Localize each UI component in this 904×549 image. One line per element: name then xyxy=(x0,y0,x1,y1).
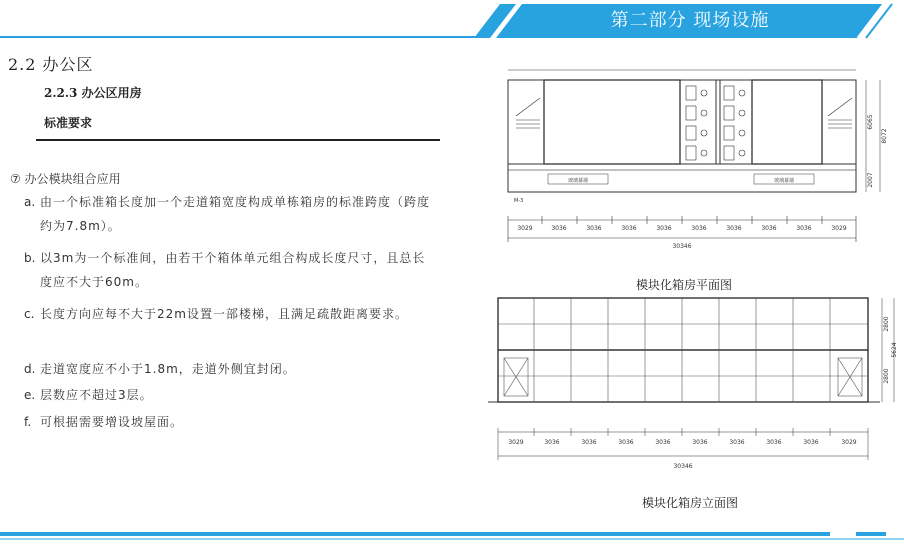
elevation-drawing xyxy=(488,292,898,478)
dim-total: 30346 xyxy=(672,243,692,250)
elevation-caption: 模块化箱房立面图 xyxy=(642,496,739,510)
dim-total: 30346 xyxy=(673,463,693,470)
dim-label: 3036 xyxy=(618,439,634,446)
dim-total: 8072 xyxy=(881,128,888,144)
list-item xyxy=(24,246,444,294)
list-text: 走道宽度应不小于1.8m，走道外侧宜封闭。 xyxy=(40,362,296,376)
list-marker: d. xyxy=(24,362,36,376)
dim-label: 3036 xyxy=(692,439,708,446)
list-item xyxy=(24,410,444,434)
header-title: 第二部分 现场设施 xyxy=(610,10,770,31)
list-item xyxy=(24,383,444,407)
dim-label: 3036 xyxy=(544,439,560,446)
dim-label: 3036 xyxy=(656,225,672,232)
dim-label: 3036 xyxy=(655,439,671,446)
divider xyxy=(36,139,440,141)
dim-label: 2800 xyxy=(883,316,890,332)
dim-total: 5624 xyxy=(891,342,898,358)
list-item xyxy=(24,302,444,326)
dim-label: 2007 xyxy=(867,172,874,188)
list-text: 层数应不超过3层。 xyxy=(40,388,153,402)
plan-caption: 模块化箱房平面图 xyxy=(636,278,733,292)
subsection-title: 2.2.3 办公区用房 xyxy=(44,86,142,100)
footer-rule xyxy=(856,532,886,536)
section-title: 2.2 办公区 xyxy=(8,55,94,74)
list-marker: f. xyxy=(24,415,32,429)
dim-label: 3036 xyxy=(803,439,819,446)
dim-label: 3036 xyxy=(586,225,602,232)
dim-label: 3036 xyxy=(581,439,597,446)
floor-plan-drawing xyxy=(492,66,892,256)
dim-label: 2800 xyxy=(883,368,890,384)
corridor-label: 玻璃幕墙 xyxy=(567,178,589,184)
list-item xyxy=(24,190,444,238)
dim-label: 3036 xyxy=(796,225,812,232)
dim-label: 3029 xyxy=(841,439,857,446)
dim-label: 6065 xyxy=(867,114,874,130)
dim-label: 3036 xyxy=(621,225,637,232)
footer-rule xyxy=(0,532,830,536)
requirement-title: 标准要求 xyxy=(44,116,93,130)
dim-label: 3036 xyxy=(761,225,777,232)
list-marker: b. xyxy=(24,251,36,265)
dim-label: 3029 xyxy=(508,439,524,446)
list-text: 长度方向应每不大于22m设置一部楼梯，且满足疏散距离要求。 xyxy=(40,307,408,321)
list-marker: c. xyxy=(24,307,35,321)
list-lead: ⑦ 办公模块组合应用 xyxy=(10,172,121,186)
dim-label: 3036 xyxy=(551,225,567,232)
list-item xyxy=(24,357,444,381)
door-label: M-3 xyxy=(514,198,524,204)
list-marker: e. xyxy=(24,388,36,402)
dim-label: 3036 xyxy=(726,225,742,232)
list-text: 由一个标准箱长度加一个走道箱宽度构成单栋箱房的标准跨度（跨度约为7.8m）。 xyxy=(40,195,431,233)
dim-label: 3029 xyxy=(517,225,533,232)
corridor-label: 玻璃幕墙 xyxy=(773,178,795,184)
list-text: 可根据需要增设坡屋面。 xyxy=(40,415,184,429)
list-text: 以3m为一个标准间，由若干个箱体单元组合构成长度尺寸，且总长度应不大于60m。 xyxy=(40,251,426,289)
footer-rule xyxy=(0,538,904,540)
list-marker: a. xyxy=(24,195,36,209)
dim-label: 3036 xyxy=(691,225,707,232)
dim-label: 3036 xyxy=(766,439,782,446)
dim-label: 3036 xyxy=(729,439,745,446)
dim-label: 3029 xyxy=(831,225,847,232)
